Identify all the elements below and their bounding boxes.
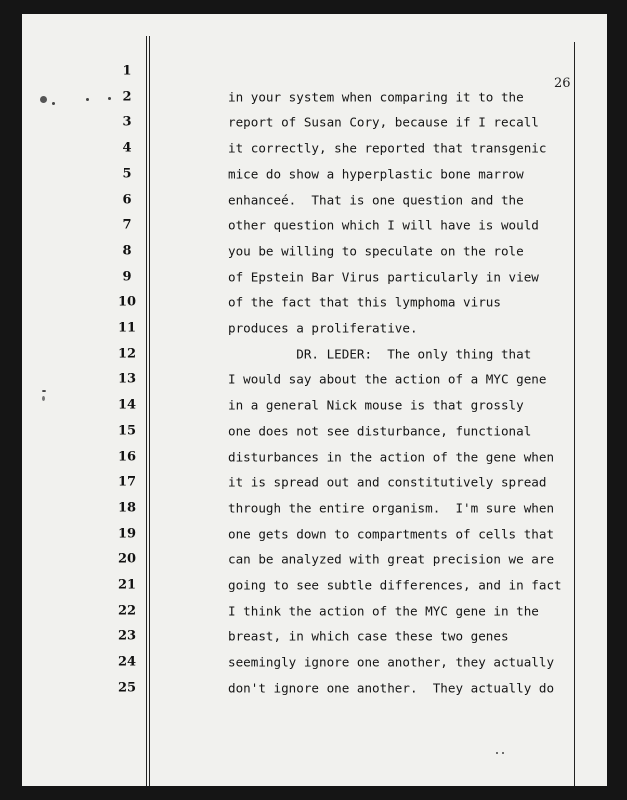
left-margin-rule [146, 36, 147, 786]
line-number: 23 [117, 628, 137, 644]
line-number: 25 [117, 680, 137, 696]
transcript-line: one gets down to compartments of cells that [228, 526, 555, 542]
transcript-line: breast, in which case these two genes [228, 628, 509, 644]
line-number: 17 [117, 474, 137, 490]
transcript-line: I think the action of the MYC gene in the [228, 603, 539, 619]
scan-mark [108, 97, 111, 100]
line-number: 16 [117, 449, 137, 464]
line-number: 13 [117, 371, 137, 387]
line-number: 19 [117, 526, 137, 542]
transcript-line: it is spread out and constitutively spread [228, 474, 547, 490]
transcript-line: don't ignore one another. They actually do [228, 680, 555, 696]
transcript-line: DR. LEDER: The only thing that [228, 346, 532, 362]
transcript-line: I would say about the action of a MYC gene [228, 371, 547, 387]
transcript-line: disturbances in the action of the gene when [228, 449, 555, 464]
scan-mark [40, 96, 47, 103]
line-number: 10 [117, 294, 137, 310]
page-number: 26 [554, 76, 571, 91]
transcript-line: seemingly ignore one another, they actually [228, 654, 555, 670]
transcript-line: going to see subtle differences, and in fact [228, 577, 562, 593]
scan-mark [86, 98, 89, 101]
scan-mark [502, 752, 504, 754]
line-number: 14 [117, 397, 137, 413]
line-number: 9 [122, 269, 132, 285]
line-number: 7 [122, 217, 132, 233]
transcript-line: it correctly, she reported that transgenic [228, 140, 547, 156]
line-number: 22 [117, 603, 137, 619]
transcript-line: in a general Nick mouse is that grossly [228, 397, 524, 413]
scan-mark [52, 102, 55, 105]
transcript-line: other question which I will have is would [228, 217, 539, 233]
transcript-line: in your system when comparing it to the [228, 89, 524, 105]
transcript-line: through the entire organism. I'm sure when [228, 500, 555, 516]
line-number: 12 [117, 346, 137, 362]
transcript-line: produces a proliferative. [228, 320, 418, 336]
transcript-line: can be analyzed with great precision we are [228, 551, 555, 567]
scan-mark [496, 752, 498, 754]
line-number: 18 [117, 500, 137, 516]
transcript-line: of the fact that this lymphoma virus [228, 294, 501, 310]
line-number: 20 [117, 551, 137, 567]
line-number: 21 [117, 577, 137, 593]
left-margin-rule [149, 36, 150, 786]
transcript-line: of Epstein Bar Virus particularly in view [228, 269, 539, 285]
transcript-line: one does not see disturbance, functional [228, 423, 532, 439]
transcript-line: report of Susan Cory, because if I recall [228, 114, 539, 130]
line-number: 3 [122, 114, 132, 130]
transcript-line: you be willing to speculate on the role [228, 243, 524, 259]
scan-mark [42, 396, 45, 401]
line-number: 11 [117, 320, 137, 336]
right-margin-rule [574, 42, 575, 786]
line-number: 2 [122, 89, 132, 105]
scan-mark [42, 390, 46, 392]
transcript-line: mice do show a hyperplastic bone marrow [228, 166, 524, 182]
line-number: 15 [117, 423, 137, 439]
line-number: 4 [122, 140, 132, 156]
line-number: 5 [122, 166, 132, 182]
transcript-line: enhanceé. That is one question and the [228, 192, 524, 207]
line-number: 24 [117, 654, 137, 670]
line-number: 1 [122, 63, 132, 79]
line-number: 8 [122, 243, 132, 259]
line-number: 6 [122, 192, 132, 207]
